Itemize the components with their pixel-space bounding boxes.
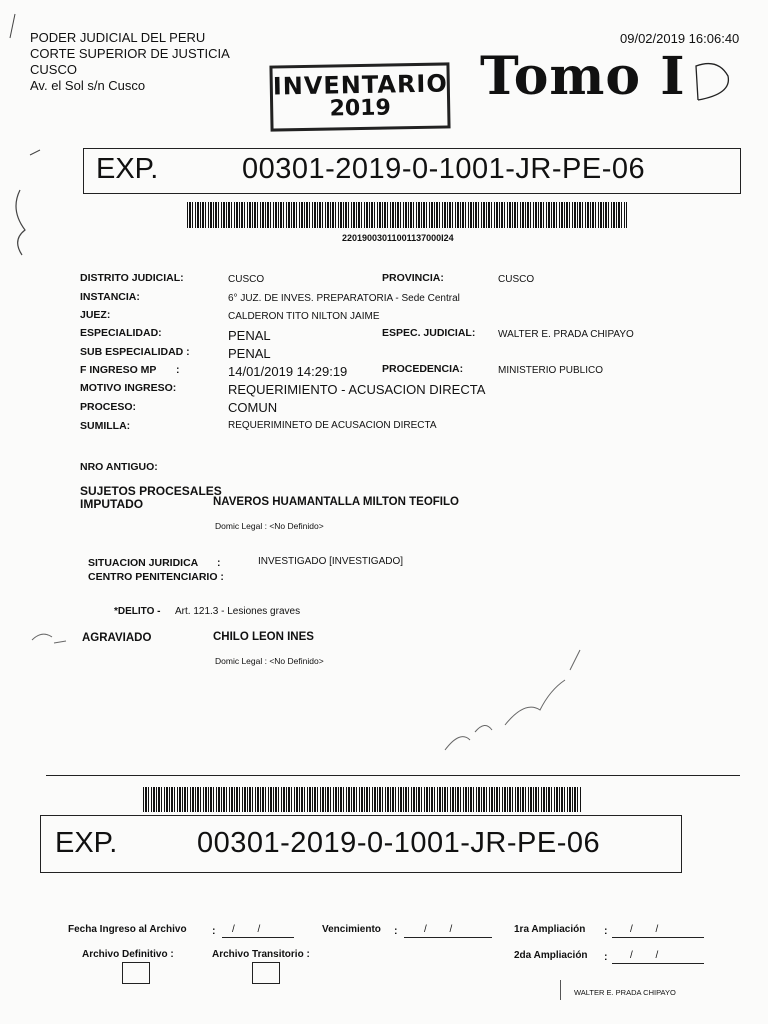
- especialidad-label: ESPECIALIDAD:: [80, 327, 162, 339]
- delito-label: *DELITO -: [114, 606, 161, 617]
- expediente-box-top: [83, 148, 741, 194]
- barcode-top: [187, 202, 627, 228]
- ampliacion-2-line: [612, 963, 704, 964]
- header-line-2: CORTE SUPERIOR DE JUSTICIA: [30, 46, 230, 61]
- fecha-ingreso-date[interactable]: / /: [232, 924, 271, 935]
- procedencia-label: PROCEDENCIA:: [382, 363, 464, 375]
- imputado-label: IMPUTADO: [80, 497, 144, 511]
- header-line-4: Av. el Sol s/n Cusco: [30, 78, 146, 93]
- ampliacion-1-label: 1ra Ampliación: [514, 924, 586, 935]
- archivo-definitivo-checkbox[interactable]: [122, 962, 150, 984]
- especialidad-value: PENAL: [228, 328, 271, 343]
- ampliacion-2-date[interactable]: / /: [630, 950, 669, 961]
- espec-judicial-value: WALTER E. PRADA CHIPAYO: [498, 329, 634, 340]
- agraviado-label: AGRAVIADO: [82, 632, 152, 644]
- provincia-label: PROVINCIA:: [382, 272, 444, 284]
- archivo-definitivo-label: Archivo Definitivo :: [82, 949, 174, 960]
- espec-judicial-label: ESPEC. JUDICIAL:: [382, 327, 476, 339]
- signature-name: WALTER E. PRADA CHIPAYO: [574, 988, 676, 997]
- agraviado-name: CHILO LEON INES: [213, 631, 314, 643]
- situacion-value: INVESTIGADO [INVESTIGADO]: [258, 556, 404, 567]
- f-ingreso-colon: :: [176, 364, 180, 376]
- nro-antiguo-label: NRO ANTIGUO:: [80, 461, 158, 473]
- expediente-box-bottom: [40, 815, 682, 873]
- vencimiento-label: Vencimiento: [322, 924, 381, 935]
- header-line-3: CUSCO: [30, 62, 77, 77]
- ampliacion-2-colon: :: [604, 951, 608, 963]
- ampliacion-1-line: [612, 937, 704, 938]
- centro-penitenciario-label: CENTRO PENITENCIARIO :: [88, 571, 224, 583]
- situacion-label: SITUACION JURIDICA: [88, 557, 199, 569]
- exp-number-bottom: 00301-2019-0-1001-JR-PE-06: [197, 827, 601, 859]
- handwritten-d-mark: [688, 56, 738, 106]
- fecha-ingreso-colon: :: [212, 925, 216, 937]
- fecha-ingreso-archivo-label: Fecha Ingreso al Archivo: [68, 924, 187, 935]
- inventario-stamp: [269, 62, 450, 131]
- vencimiento-colon: :: [394, 925, 398, 937]
- fecha-ingreso-line: [222, 937, 294, 938]
- agraviado-domic: Domic Legal : <No Definido>: [215, 656, 324, 666]
- vencimiento-date[interactable]: / /: [424, 924, 463, 935]
- handwritten-tomo: Tomo I: [480, 46, 686, 107]
- instancia-label: INSTANCIA:: [80, 291, 140, 303]
- timestamp: 09/02/2019 16:06:40: [620, 31, 740, 46]
- sujetos-heading: SUJETOS PROCESALES: [80, 484, 222, 498]
- handwritten-folio-note: [430, 640, 590, 760]
- imputado-domic: Domic Legal : <No Definido>: [215, 521, 324, 531]
- ampliacion-1-date[interactable]: / /: [630, 924, 669, 935]
- imputado-name: NAVEROS HUAMANTALLA MILTON TEOFILO: [213, 496, 459, 508]
- barcode-number: 22019003011001137000I24: [342, 233, 454, 243]
- sub-especialidad-label: SUB ESPECIALIDAD :: [80, 346, 190, 358]
- sub-especialidad-value: PENAL: [228, 346, 271, 361]
- stamp-line-1: INVENTARIO: [272, 69, 448, 101]
- f-ingreso-value: 14/01/2019 14:29:19: [228, 364, 348, 379]
- vencimiento-line: [404, 937, 492, 938]
- proceso-label: PROCESO:: [80, 401, 137, 413]
- exp-label-bottom: EXP.: [55, 827, 118, 859]
- motivo-label: MOTIVO INGRESO:: [80, 382, 177, 394]
- instancia-value: 6° JUZ. DE INVES. PREPARATORIA - Sede Central: [228, 293, 460, 304]
- provincia-value: CUSCO: [498, 274, 535, 285]
- juez-value: CALDERON TITO NILTON JAIME: [228, 311, 380, 322]
- ampliacion-2-label: 2da Ampliación: [514, 950, 588, 961]
- delito-value: Art. 121.3 - Lesiones graves: [175, 606, 301, 617]
- distrito-label: DISTRITO JUDICIAL:: [80, 272, 184, 284]
- margin-mark: [30, 625, 70, 655]
- archivo-transitorio-checkbox[interactable]: [252, 962, 280, 984]
- stamp-line-2: 2019: [329, 95, 392, 122]
- proceso-value: COMUN: [228, 400, 278, 415]
- margin-scribbles: [0, 0, 60, 260]
- juez-label: JUEZ:: [80, 309, 111, 321]
- f-ingreso-label: F INGRESO MP: [80, 364, 157, 376]
- ampliacion-1-colon: :: [604, 925, 608, 937]
- sumilla-value: REQUERIMINETO DE ACUSACION DIRECTA: [228, 420, 437, 431]
- distrito-value: CUSCO: [228, 274, 265, 285]
- barcode-bottom: [143, 787, 581, 812]
- archivo-transitorio-label: Archivo Transitorio :: [212, 949, 310, 960]
- motivo-value: REQUERIMIENTO - ACUSACION DIRECTA: [228, 382, 486, 397]
- exp-label-top: EXP.: [96, 153, 159, 185]
- exp-number-top: 00301-2019-0-1001-JR-PE-06: [242, 153, 646, 185]
- situacion-colon: :: [217, 557, 221, 569]
- procedencia-value: MINISTERIO PUBLICO: [498, 365, 604, 376]
- sumilla-label: SUMILLA:: [80, 420, 131, 432]
- signature-mark: [560, 980, 561, 1000]
- section-divider: [46, 775, 740, 776]
- header-line-1: PODER JUDICIAL DEL PERU: [30, 30, 206, 45]
